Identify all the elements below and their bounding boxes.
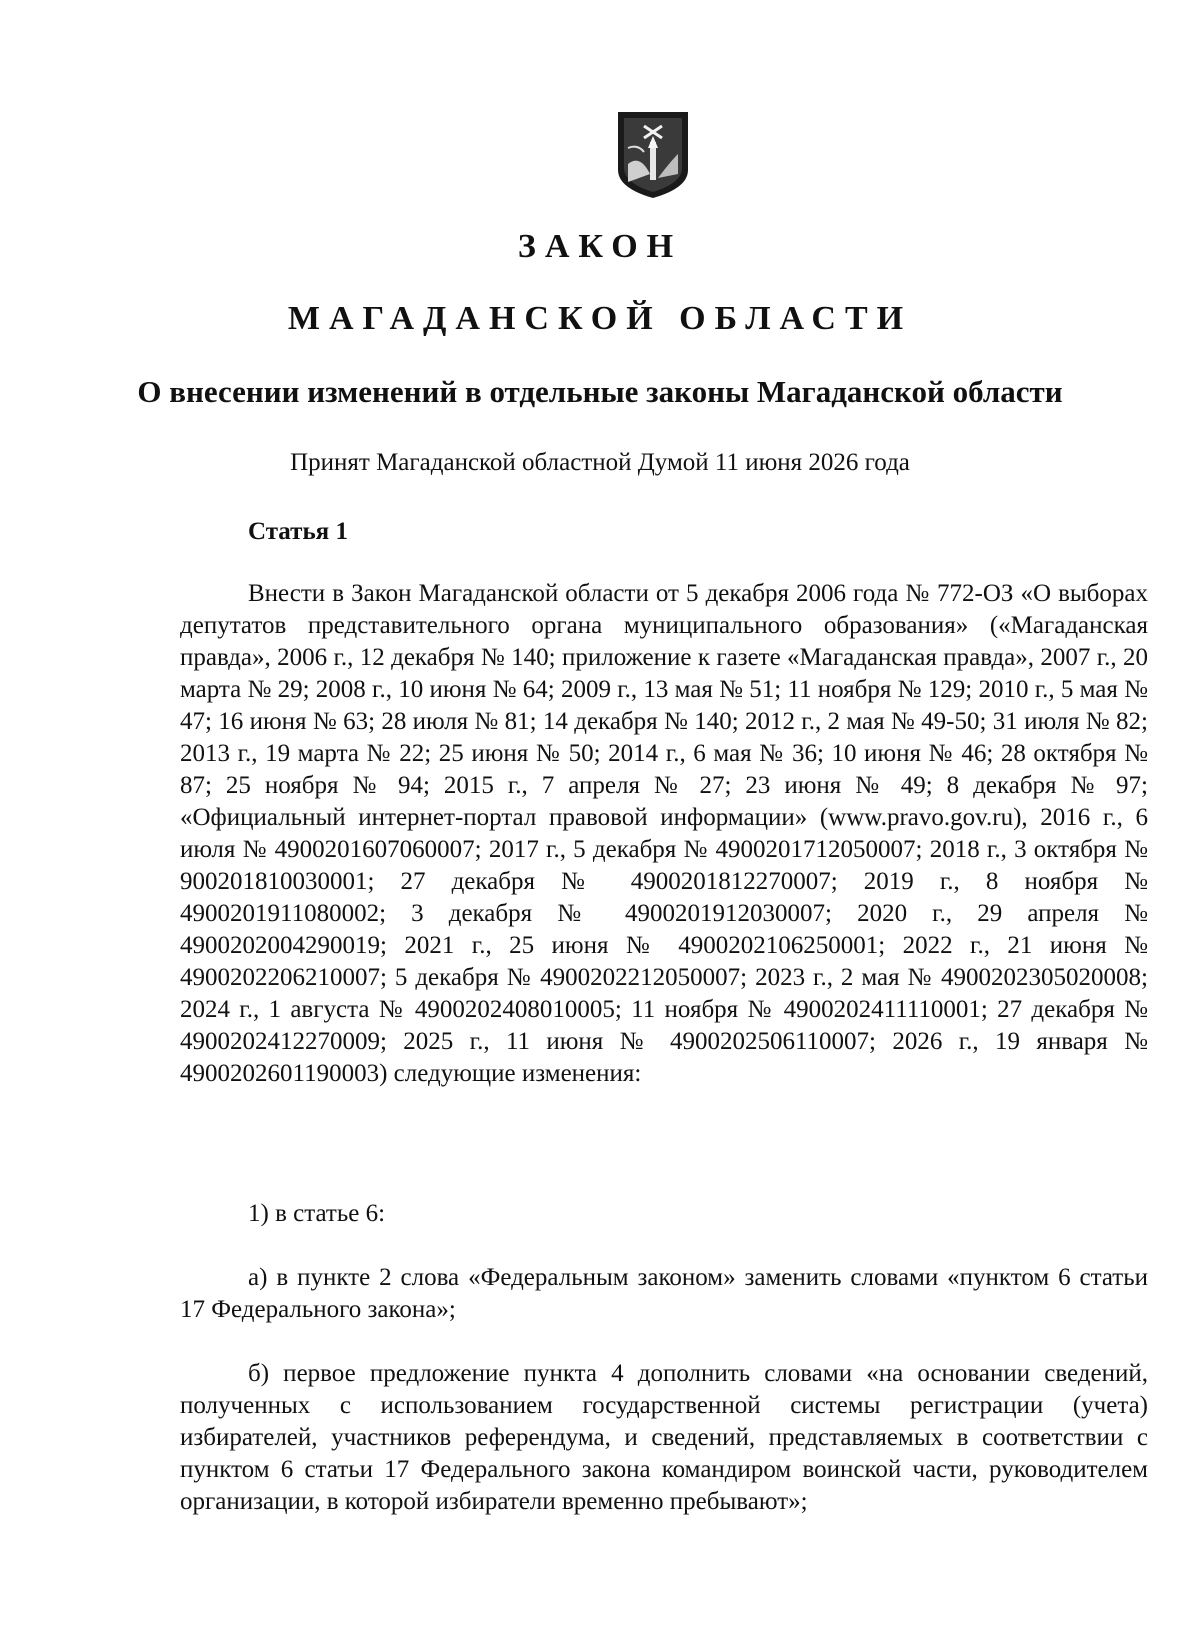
coat-of-arms-icon bbox=[614, 108, 692, 200]
article-heading: Статья 1 bbox=[248, 518, 348, 545]
document-type: ЗАКОН bbox=[517, 228, 683, 265]
article-paragraph: 1) в статье 6: bbox=[248, 1200, 386, 1227]
article-paragraph: а) в пункте 2 слова «Федеральным законом» заменить словами «пунктом 6 статьи 17 Федерального закона»; bbox=[180, 1264, 1148, 1323]
law-title: О внесении изменений в отдельные законы Магаданской области bbox=[137, 374, 1063, 409]
article-paragraph: Внести в Закон Магаданской области от 5 декабря 2006 года № 772-ОЗ «О выборах депутатов представительного органа муниципального образования» («Магаданская правда», 2006 г., 12 декабря № 140; приложение к газете «Магаданская правда», 2007 г., 20 марта № 29; 2008 г., 10 июня № 64; 2009 г., 13 мая № 51; 11 ноября № 129; 2010 г., 5 мая № 47; 16 июня № 63; 28 июля № 81; 14 декабря № 140; 2012 г., 2 мая № 49-50; 31 июля № 82; 2013 г., 19 марта № 22; 25 июня № 50; 2014 г., 6 мая № 36; 10 июня № 46; 28 октября № 87; 25 ноября № 94; 2015 г., 7 апреля № 27; 23 июня № 49; 8 декабря № 97; «Официальный интернет-портал правовой информации» (www.pravo.gov.ru), 2016 г., 6 июля № 4900201607060007; 2017 г., 5 декабря № 4900201712050007; 2018 г., 3 октября № 900201810030001; 27 декабря № 4900201812270007; 2019 г., 8 ноября № 4900201911080002; 3 декабря № 4900201912030007; 2020 г., 29 апреля № 4900202004290019; 2021 г., 25 июня № 4900202106250001; 2022 г., 21 июня № 4900202206210007; 5 декабря № 4900202212050007; 2023 г., 2 мая № 4900202305020008; 2024 г., 1 августа № 4900202408010005; 11 ноября № 4900202411110001; 27 декабря № 4900202412270009; 2025 г., 11 июня № 4900202506110007; 2026 г., 19 января № 4900202601190003) следующие изменения: bbox=[180, 580, 1148, 1087]
article-paragraph: б) первое предложение пункта 4 дополнить словами «на основании сведений, полученных с использованием государственной системы регистрации (учета) избирателей, участников референдума, и сведений, представляемых в соответствии с пунктом 6 статьи 17 Федерального закона командиром воинской части, руководителем организации, в которой избиратели временно пребывают»; bbox=[180, 1360, 1148, 1515]
adoption-line: Принят Магаданской областной Думой 11 июня 2026 года bbox=[290, 449, 910, 476]
region-name: МАГАДАНСКОЙ ОБЛАСТИ bbox=[287, 300, 913, 337]
